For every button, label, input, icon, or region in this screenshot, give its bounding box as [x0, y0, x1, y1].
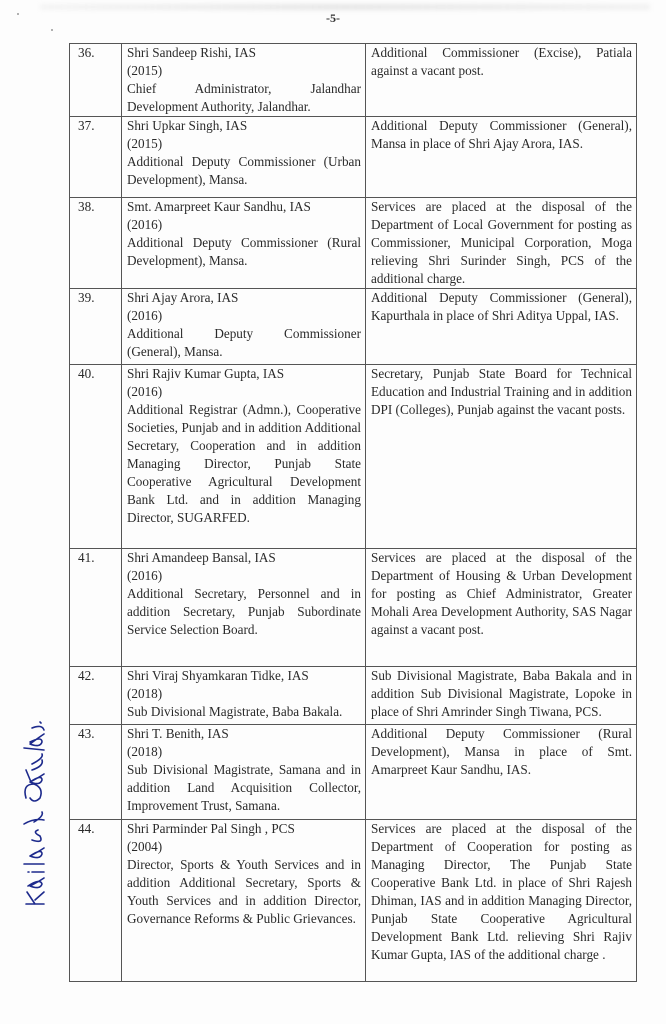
batch-year: (2004) — [127, 839, 163, 854]
table-row — [70, 549, 637, 667]
table-row — [70, 198, 637, 289]
present-posting: Sub Divisional Magistrate, Samana and in addition Land Acquisition Collector, Improvement Trust, Samana. — [127, 762, 361, 813]
officer-cell — [122, 725, 366, 820]
batch-year: (2015) — [127, 63, 163, 78]
batch-year: (2018) — [127, 686, 163, 701]
new-posting: Additional Deputy Commissioner (General), Mansa in place of Shri Ajay Arora, IAS. — [366, 117, 637, 198]
present-posting: Additional Deputy Commissioner (General), Mansa. — [127, 326, 361, 359]
officer-name: Smt. Amarpreet Kaur Sandhu, IAS — [127, 199, 311, 214]
officer-cell — [122, 549, 366, 667]
table-row — [70, 820, 637, 982]
officer-name: Shri Sandeep Rishi, IAS — [127, 45, 256, 60]
new-posting: Services are placed at the disposal of the Department of Local Government for posting as Commissioner, Municipal Corporation, Moga relieving Shri Surinder Singh, PCS of the additional charge. — [366, 198, 637, 289]
transfer-order-table — [69, 43, 637, 982]
page-number: -5- — [326, 11, 340, 25]
officer-cell — [122, 667, 366, 725]
scan-artifact-dot — [51, 29, 53, 31]
officer-name: Shri Amandeep Bansal, IAS — [127, 550, 276, 565]
handwritten-signature — [20, 718, 50, 908]
batch-year: (2016) — [127, 217, 163, 232]
serial-number: 41. — [70, 549, 122, 667]
table-row — [70, 289, 637, 365]
serial-number: 43. — [70, 725, 122, 820]
officer-name: Shri Upkar Singh, IAS — [127, 118, 248, 133]
officer-name: Shri Ajay Arora, IAS — [127, 290, 239, 305]
present-posting: Chief Administrator, Jalandhar Development Authority, Jalandhar. — [127, 81, 361, 114]
new-posting: Services are placed at the disposal of the Department of Housing & Urban Development for posting as Chief Administrator, Greater Mohali Area Development Authority, SAS Nagar against a vacant post. — [366, 549, 637, 667]
officer-cell — [122, 289, 366, 365]
new-posting: Additional Deputy Commissioner (General), Kapurthala in place of Shri Aditya Uppal, IAS. — [366, 289, 637, 365]
present-posting: Additional Deputy Commissioner (Urban Development), Mansa. — [127, 154, 361, 187]
batch-year: (2016) — [127, 384, 163, 399]
present-posting: Director, Sports & Youth Services and in addition Additional Secretary, Sports & Youth Services and in addition Director, Governance Reforms & Public Grievances. — [127, 857, 361, 926]
serial-number: 38. — [70, 198, 122, 289]
officer-name: Shri Rajiv Kumar Gupta, IAS — [127, 366, 285, 381]
serial-number: 39. — [70, 289, 122, 365]
serial-number: 44. — [70, 820, 122, 982]
officer-cell — [122, 117, 366, 198]
new-posting: Sub Divisional Magistrate, Baba Bakala and in addition Sub Divisional Magistrate, Lopoke in place of Shri Amrinder Singh Tiwana, PCS. — [366, 667, 637, 725]
present-posting: Additional Deputy Commissioner (Rural Development), Mansa. — [127, 235, 361, 268]
batch-year: (2016) — [127, 568, 163, 583]
officer-cell — [122, 365, 366, 549]
officer-cell — [122, 44, 366, 117]
officer-cell — [122, 820, 366, 982]
serial-number: 37. — [70, 117, 122, 198]
table-row — [70, 117, 637, 198]
table-row — [70, 44, 637, 117]
serial-number: 42. — [70, 667, 122, 725]
batch-year: (2015) — [127, 136, 163, 151]
table-row — [70, 725, 637, 820]
new-posting: Secretary, Punjab State Board for Technical Education and Industrial Training and in addition DPI (Colleges), Punjab against the vacant posts. — [366, 365, 637, 549]
present-posting: Additional Registrar (Admn.), Cooperative Societies, Punjab and in addition Additional Secretary, Cooperation and in addition Managing Director, Punjab State Cooperative Agricultural Development Bank Ltd. and in addition Managing Director, SUGARFED. — [127, 402, 361, 525]
table-row — [70, 667, 637, 725]
present-posting: Additional Secretary, Personnel and in addition Secretary, Punjab Subordinate Service Selection Board. — [127, 586, 361, 637]
serial-number: 40. — [70, 365, 122, 549]
present-posting: Sub Divisional Magistrate, Baba Bakala. — [127, 704, 343, 719]
new-posting: Additional Commissioner (Excise), Patiala against a vacant post. — [366, 44, 637, 117]
table-row — [70, 365, 637, 549]
new-posting: Additional Deputy Commissioner (Rural Development), Mansa in place of Smt. Amarpreet Kaur Sandhu, IAS. — [366, 725, 637, 820]
officer-cell — [122, 198, 366, 289]
new-posting: Services are placed at the disposal of the Department of Cooperation for posting as Managing Director, The Punjab State Cooperative Bank Ltd. in place of Shri Rajesh Dhiman, IAS and in addition Managing Director, Punjab State Cooperative Agricultural Development Bank Ltd. relieving Shri Rajiv Kumar Gupta, IAS of the additional charge . — [366, 820, 637, 982]
serial-number: 36. — [70, 44, 122, 117]
batch-year: (2018) — [127, 744, 163, 759]
officer-name: Shri Parminder Pal Singh , PCS — [127, 821, 295, 836]
batch-year: (2016) — [127, 308, 163, 323]
scan-artifact-streak — [40, 4, 650, 10]
officer-name: Shri T. Benith, IAS — [127, 726, 229, 741]
officer-name: Shri Viraj Shyamkaran Tidke, IAS — [127, 668, 309, 683]
